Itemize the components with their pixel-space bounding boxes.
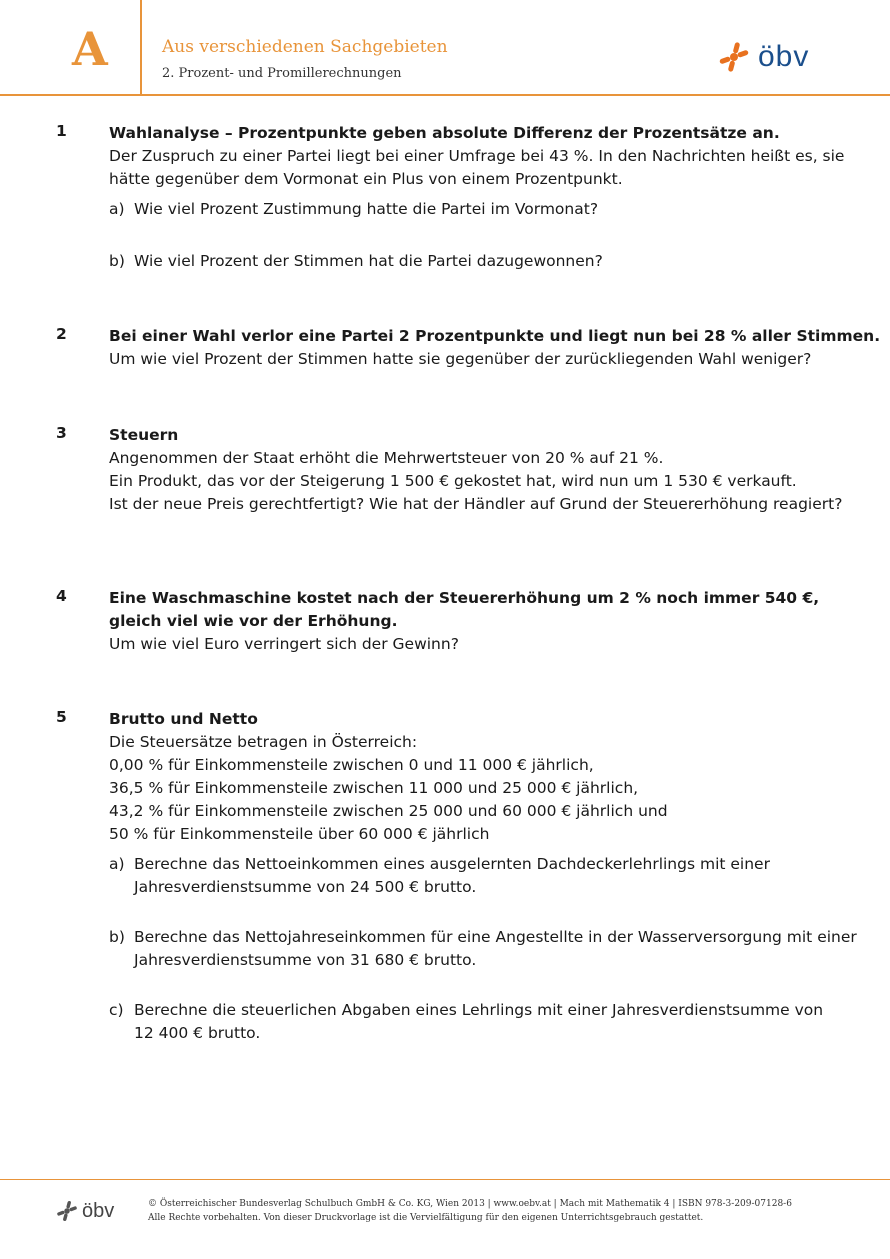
task-body xyxy=(109,587,849,656)
section-letter: A xyxy=(72,22,108,76)
footer-logo-text: öbv xyxy=(82,1200,115,1222)
task-body xyxy=(109,325,881,371)
subtask-text: Berechne die steuerlichen Abgaben eines Lehrlings mit einer Jahresverdienstsumme von xyxy=(134,1001,824,1019)
footer-line: © Österreichischer Bundesverlag Schulbuch GmbH & Co. KG, Wien 2013 | www.oebv.at | Mach mit Mathematik 4 | ISBN 978-3-209-07128-6 xyxy=(148,1199,792,1209)
header-rule xyxy=(0,94,890,96)
task-title: Wahlanalyse – Prozentpunkte geben absolute Differenz der Prozentsätze an. xyxy=(109,124,780,142)
task-body xyxy=(109,708,857,1045)
subtask-a xyxy=(109,198,849,221)
task-text-line: Um wie viel Euro verringert sich der Gewinn? xyxy=(109,635,459,653)
logo-text: öbv xyxy=(758,40,810,73)
subtask-text: 12 400 € brutto. xyxy=(134,1024,261,1042)
task-text-line: Angenommen der Staat erhöht die Mehrwertsteuer von 20 % auf 21 %. xyxy=(109,449,664,467)
footer-copyright xyxy=(148,1197,792,1225)
task-text-line: Um wie viel Prozent der Stimmen hatte sie gegenüber der zurückliegenden Wahl weniger? xyxy=(109,350,812,368)
tax-rate-line: 43,2 % für Einkommensteile zwischen 25 000 und 60 000 € jährlich und xyxy=(109,802,668,820)
obv-star-icon xyxy=(718,41,750,73)
publisher-logo xyxy=(718,41,809,73)
tax-rate-line: 50 % für Einkommensteile über 60 000 € jährlich xyxy=(109,825,490,843)
header-divider xyxy=(140,0,142,95)
subtask-b xyxy=(109,250,849,273)
section-title: Aus verschiedenen Sachgebieten xyxy=(162,37,448,57)
subtask-a xyxy=(109,853,849,899)
task-text-line: Ein Produkt, das vor der Steigerung 1 500 € gekostet hat, wird nun um 1 530 € verkauft. xyxy=(109,472,797,490)
task-title: Eine Waschmaschine kostet nach der Steuererhöhung um 2 % noch immer 540 €, xyxy=(109,589,820,607)
task-title: Steuern xyxy=(109,426,179,444)
subtask-c xyxy=(109,999,849,1045)
task-number: 3 xyxy=(56,424,67,442)
task-number: 4 xyxy=(56,587,67,605)
tax-rate-line: 0,00 % für Einkommensteile zwischen 0 und 11 000 € jährlich, xyxy=(109,756,594,774)
task-text-line: Ist der neue Preis gerechtfertigt? Wie hat der Händler auf Grund der Steuererhöhung reagiert? xyxy=(109,495,843,513)
subtask-label: b) xyxy=(109,252,125,270)
subtask-label: a) xyxy=(109,200,125,218)
task-title: gleich viel wie vor der Erhöhung. xyxy=(109,612,398,630)
task-text-line: Die Steuersätze betragen in Österreich: xyxy=(109,733,418,751)
task-number: 2 xyxy=(56,325,67,343)
subtask-text: Wie viel Prozent der Stimmen hat die Partei dazugewonnen? xyxy=(134,252,603,270)
footer-rule xyxy=(0,1179,890,1180)
subtask-text: Berechne das Nettoeinkommen eines ausgelernten Dachdeckerlehrlings mit einer xyxy=(134,855,770,873)
subtask-label: b) xyxy=(109,928,125,946)
subtask-b xyxy=(109,926,857,972)
task-title: Bei einer Wahl verlor eine Partei 2 Prozentpunkte und liegt nun bei 28 % aller Stimmen. xyxy=(109,327,881,345)
subtask-text: Berechne das Nettojahreseinkommen für eine Angestellte in der Wasserversorgung mit einer xyxy=(134,928,857,946)
task-number: 1 xyxy=(56,122,67,140)
task-text-line: hätte gegenüber dem Vormonat ein Plus von einem Prozentpunkt. xyxy=(109,170,623,188)
task-body xyxy=(109,424,849,516)
subtask-label: c) xyxy=(109,1001,124,1019)
page-header xyxy=(0,0,890,95)
subtask-label: a) xyxy=(109,855,125,873)
task-body xyxy=(109,122,849,273)
task-title: Brutto und Netto xyxy=(109,710,258,728)
subtask-text: Wie viel Prozent Zustimmung hatte die Partei im Vormonat? xyxy=(134,200,599,218)
obv-star-icon xyxy=(56,1200,78,1222)
subtask-text: Jahresverdienstsumme von 31 680 € brutto. xyxy=(134,951,477,969)
footer-line: Alle Rechte vorbehalten. Von dieser Druckvorlage ist die Vervielfältigung für den eigenen Unterrichtsgebrauch gestattet. xyxy=(148,1213,704,1223)
task-number: 5 xyxy=(56,708,67,726)
task-text-line: Der Zuspruch zu einer Partei liegt bei einer Umfrage bei 43 %. In den Nachrichten heißt es, sie xyxy=(109,147,845,165)
footer-logo xyxy=(56,1200,114,1222)
subtask-text: Jahresverdienstsumme von 24 500 € brutto. xyxy=(134,878,477,896)
section-subtitle: 2. Prozent- und Promillerechnungen xyxy=(162,66,402,81)
tax-rate-line: 36,5 % für Einkommensteile zwischen 11 000 und 25 000 € jährlich, xyxy=(109,779,639,797)
